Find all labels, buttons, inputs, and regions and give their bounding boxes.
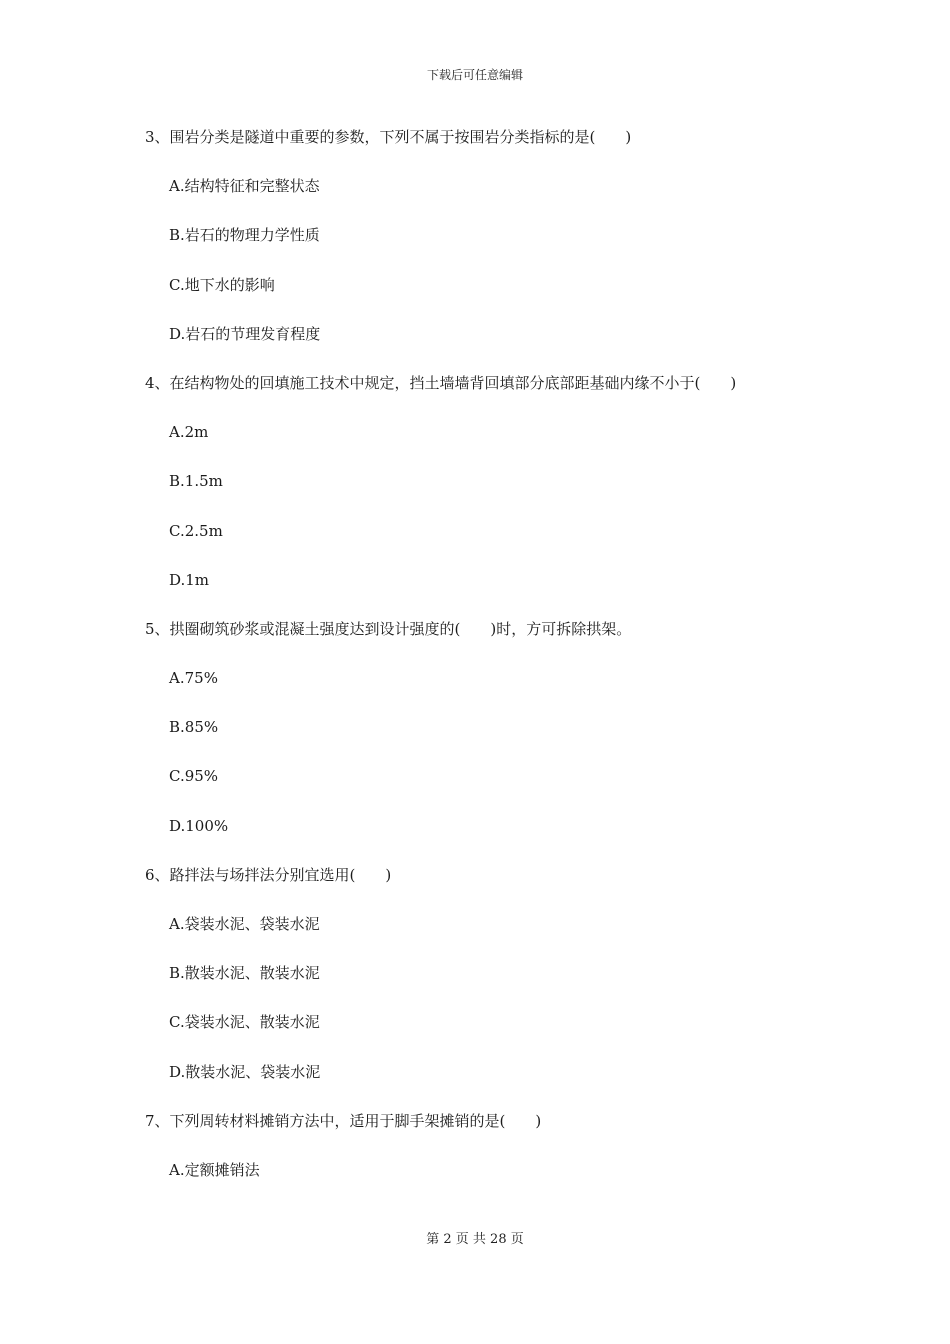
option-d: D.100% <box>169 816 229 835</box>
option-a: A.75% <box>169 669 218 688</box>
question-stem: 3、围岩分类是隧道中重要的参数，下列不属于按围岩分类指标的是( ) <box>145 128 632 146</box>
question-stem: 4、在结构物处的回填施工技术中规定，挡土墙墙背回填部分底部距基础内缘不小于( ) <box>145 373 737 392</box>
option-b: B.散装水泥、散装水泥 <box>169 964 320 983</box>
option-a: A.袋装水泥、袋装水泥 <box>169 915 320 933</box>
question-list <box>145 124 825 1206</box>
option-c: C.2.5m <box>169 521 223 540</box>
option-b: B.85% <box>169 718 219 737</box>
option-b: B.岩石的物理力学性质 <box>169 226 320 245</box>
question-stem: 7、下列周转材料摊销方法中，适用于脚手架摊销的是( ) <box>145 1111 542 1130</box>
page-header: 下载后可任意编辑 <box>426 68 523 82</box>
option-d: D.散装水泥、袋装水泥 <box>169 1062 321 1081</box>
option-d: D.岩石的节理发育程度 <box>169 324 321 343</box>
question-stem: 5、拱圈砌筑砂浆或混凝土强度达到设计强度的( )时，方可拆除拱架。 <box>145 619 632 638</box>
option-d: D.1m <box>169 570 210 589</box>
question-stem: 6、路拌法与场拌法分别宜选用( ) <box>145 865 392 884</box>
page-footer: 第 2 页 共 28 页 <box>426 1232 524 1247</box>
option-b: B.1.5m <box>169 472 223 491</box>
option-a: A.定额摊销法 <box>169 1160 260 1179</box>
option-a: A.结构特征和完整状态 <box>169 177 320 196</box>
option-a: A.2m <box>169 423 209 442</box>
option-c: C.袋装水泥、散装水泥 <box>169 1013 320 1032</box>
option-c: C.95% <box>169 767 219 786</box>
option-c: C.地下水的影响 <box>169 275 275 294</box>
